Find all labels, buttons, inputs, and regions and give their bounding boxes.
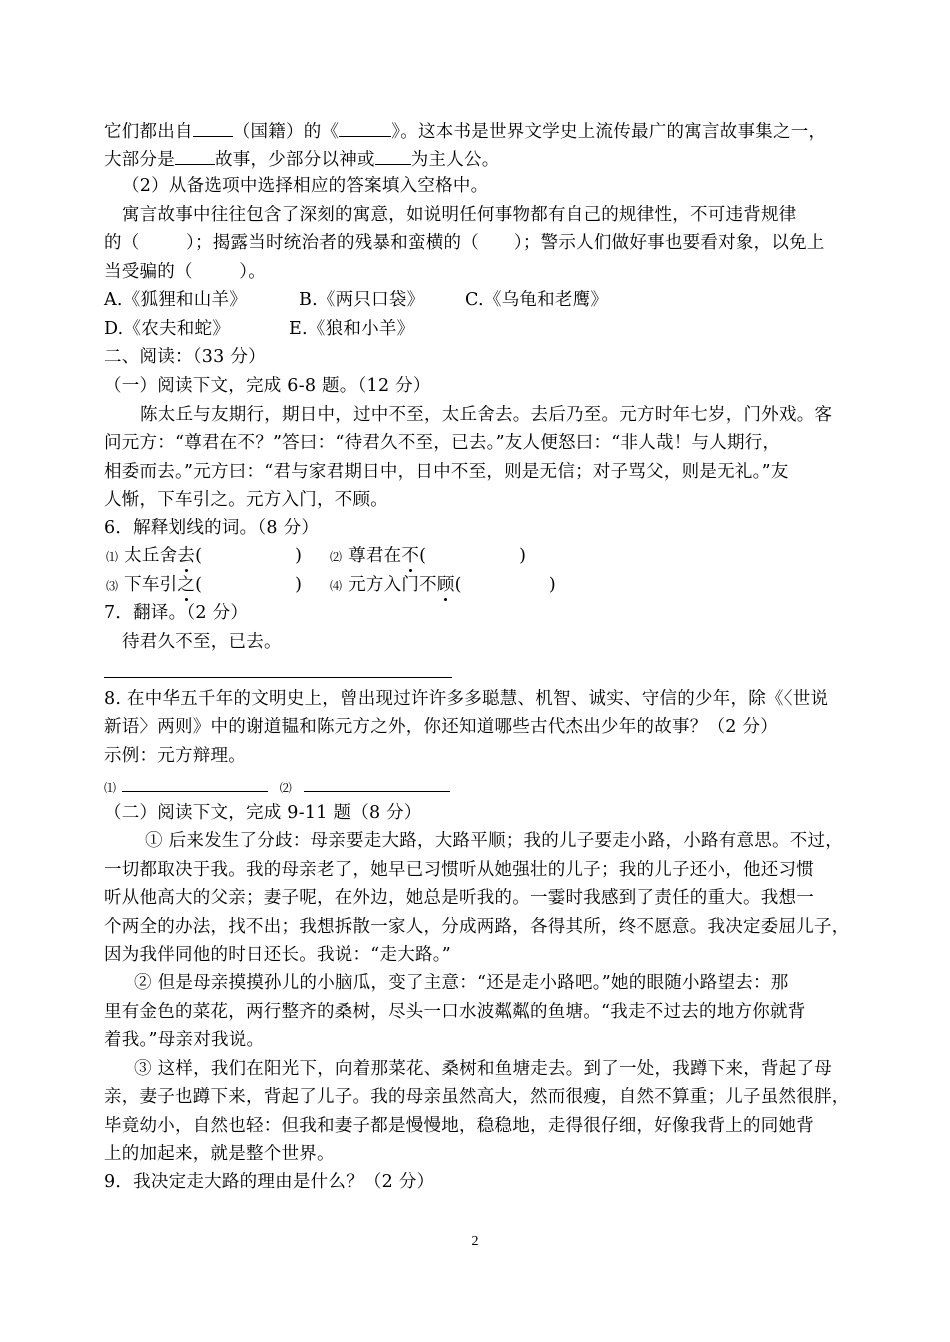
passage-line: 一切都取决于我。我的母亲老了，她早已习惯听从她强壮的儿子；我的儿子还小，他还习惯 [104,860,814,880]
fable-paragraph-line: 寓言故事中往往包含了深刻的寓意，如说明任何事物都有自己的规律性，不可违背规律 [122,205,797,225]
text: 它们都出自 [104,122,193,142]
fable-paragraph-line: 当受骗的（ ）。 [104,262,267,282]
passage-line: 个两全的办法，找不出；我想拆散一家人，分成两路，各得其所，终不愿意。我决定委屈儿子， [104,917,850,937]
item-number: ⑴ [106,550,119,564]
dotted-word: 不 [401,546,420,566]
option-d: D.《农夫和蛇》 [104,319,230,339]
option-a: A.《狐狸和山羊》 [104,290,247,310]
example-line: 示例：元方辩理。 [104,746,246,766]
answer-blank[interactable] [304,773,450,792]
passage-line: 亲，妻子也蹲下来，背起了儿子。我的母亲虽然高大，然而很瘦，自然不算重；儿子虽然很胖， [104,1087,850,1107]
translation-sentence: 待君久不至，已去。 [122,632,282,652]
line-author-question [104,118,826,143]
question-9: 9．我决定走大路的理由是什么？（2 分） [104,1172,435,1192]
option-e: E.《狼和小羊》 [289,319,415,339]
question-6: 6．解释划线的词。（8 分） [104,518,320,538]
dotted-word: 之 [177,575,196,595]
answer-blank[interactable] [339,118,391,137]
fable-paragraph-line: 的（ ）；揭露当时统治者的残暴和蛮横的（ ）；警示人们做好事也要看对象，以免上 [104,233,825,253]
passage-line: 问元方：“尊君在不？”答曰：“待君久不至，已去。”友人便怒曰：“非人哉！与人期行， [104,433,781,453]
question-7: 7．翻译。（2 分） [104,603,249,623]
item-number: ⑴ [104,781,117,795]
item-number: ⑵ [330,550,343,564]
passage-line: ① 后来发生了分歧：母亲要走大路，大路平顺；我的儿子要走小路，小路有意思。不过， [145,831,844,851]
text: 太丘舍 [118,546,178,566]
option-b: B.《两只口袋》 [299,290,425,310]
text: 元方入门不 [342,575,437,595]
answer-blank[interactable] [122,773,268,792]
text: 大部分是 [104,150,175,170]
q6-item-3 [106,574,302,597]
passage-line: 里有金色的菜花，两行整齐的桑树，尽头一口水波粼粼的鱼塘。“我走不过去的地方你就背 [104,1002,806,1022]
q6-item-1 [106,545,302,568]
answer-parentheses[interactable]: ( ) [454,575,556,595]
page-number: 2 [471,1234,479,1249]
answer-blank[interactable] [375,146,411,165]
question-8-line: 8. 在中华五千年的文明史上，曾出现过许许多多聪慧、机智、诚实、守信的少年，除《〈世说 [104,689,829,709]
subquestion-2: （2）从备选项中选择相应的答案填入空格中。 [122,176,489,196]
section-heading: 二、阅读：（33 分） [104,347,266,367]
passage-line: 毕竟幼小，自然也轻：但我和妻子都是慢慢地，稳稳地，走得很仔细，好像我背上的同她背 [104,1116,814,1136]
item-number: ⑶ [106,579,119,593]
dotted-word: 顾 [436,575,455,595]
answer-parentheses[interactable]: ( ) [419,546,527,566]
item-number: ⑵ [279,781,292,795]
passage-line: 相委而去。”元方曰：“君与家君期日中，日中不至，则是无信；对子骂父，则是无礼。”友 [104,462,789,482]
answer-parentheses[interactable]: ( ) [195,575,303,595]
part-heading: （一）阅读下文，完成 6-8 题。（12 分） [104,376,431,396]
passage-line: 上的加起来，就是整个世界。 [104,1144,335,1164]
option-c: C.《乌龟和老鹰》 [465,290,609,310]
text: 为主人公。 [410,150,500,170]
answer-line[interactable] [104,677,452,678]
answer-parentheses[interactable]: ( ) [195,546,303,566]
passage-line: 因为我伴同他的时日还长。我说：“走大路。” [104,945,451,965]
line-story-type-question [104,146,500,171]
passage-line: 人惭，下车引之。元方入门，不顾。 [104,490,388,510]
text: （国籍）的《 [232,122,340,142]
part-heading: （二）阅读下文，完成 9-11 题（8 分） [104,803,422,823]
passage-line: ③ 这样，我们在阳光下，向着那菜花、桑树和鱼塘走去。到了一处，我蹲下来，背起了母 [134,1059,833,1079]
passage-line: 陈太丘与友期行，期日中，过中不至，太丘舍去。去后乃至。元方时年七岁，门外戏。客 [140,405,833,425]
text: 故事，少部分以神或 [215,150,375,170]
answer-blank[interactable] [175,146,215,165]
passage-line: ② 但是母亲摸摸孙儿的小脑瓜，变了主意：“还是走小路吧。”她的眼随小路望去：那 [134,973,789,993]
text: 》。这本书是世界文学史上流传最广的寓言故事集之一， [391,122,827,142]
item-number: ⑷ [330,579,343,593]
dotted-word: 去 [177,546,196,566]
q6-item-4 [330,574,556,597]
q6-item-2 [330,545,526,568]
q8-answer-row [104,773,450,799]
text: 下车引 [118,575,178,595]
answer-blank[interactable] [193,118,233,137]
passage-line: 听从他高大的父亲；妻子呢，在外边，她总是听我的。一霎时我感到了责任的重大。我想一 [104,888,814,908]
text: 尊君在 [342,546,402,566]
question-8-line: 新语〉两则》中的谢道韫和陈元方之外，你还知道哪些古代杰出少年的故事？（2 分） [104,717,778,737]
passage-line: 着我。”母亲对我说。 [104,1030,265,1050]
